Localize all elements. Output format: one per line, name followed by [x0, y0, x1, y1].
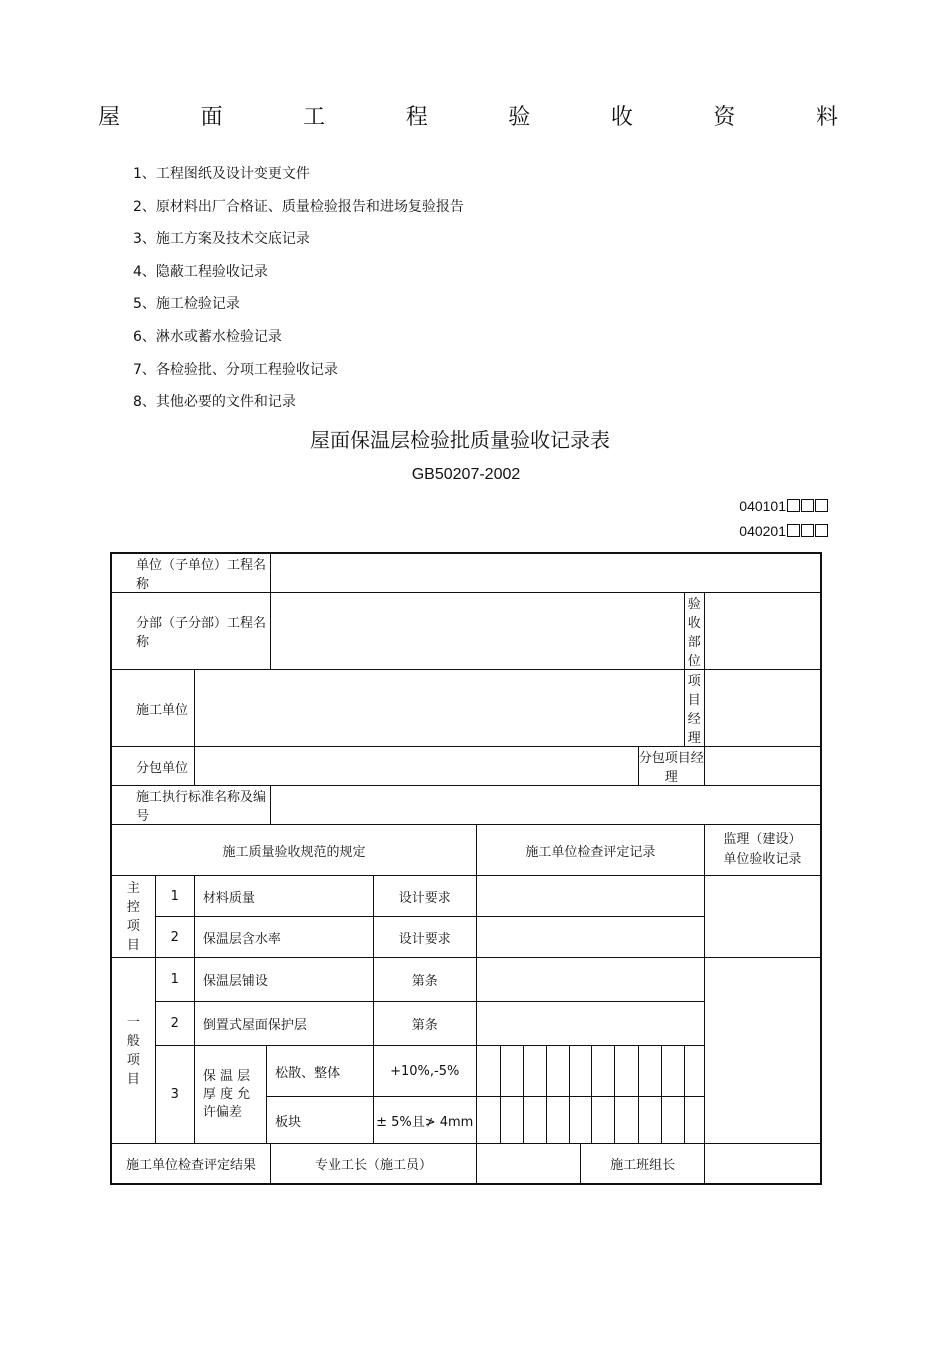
title-char: 屋 — [98, 105, 121, 130]
check-record-field[interactable] — [476, 1002, 704, 1046]
form-title: 屋面保温层检验批质量验收记录表 — [310, 428, 610, 452]
inspection-form-table — [110, 552, 822, 1185]
general-items-label: 一 般 项 目 — [111, 958, 155, 1144]
title-char: 面 — [200, 105, 223, 130]
foreman-label: 专业工长（施工员） — [271, 1144, 477, 1184]
construction-unit-field[interactable] — [194, 670, 684, 747]
item-requirement: 第条 — [373, 958, 476, 1002]
acceptance-part-field[interactable] — [704, 593, 821, 670]
supervisor-header-line: 单位验收记录 — [723, 852, 802, 867]
measure-cell[interactable] — [501, 1097, 524, 1144]
team-leader-label: 施工班组长 — [581, 1144, 704, 1184]
measure-cell[interactable] — [476, 1046, 500, 1097]
measure-cell[interactable] — [615, 1097, 638, 1144]
item-requirement: 设计要求 — [373, 917, 476, 958]
acceptance-part-label: 验收部位 — [684, 593, 704, 670]
item-name: 保 温 层 厚 度 允 许偏差 — [194, 1046, 266, 1144]
measure-cell[interactable] — [570, 1046, 592, 1097]
measure-cell[interactable] — [661, 1097, 684, 1144]
measure-cell[interactable] — [684, 1046, 704, 1097]
item-requirement: +10%,-5% — [373, 1046, 476, 1097]
title-char: 程 — [405, 105, 428, 130]
list-item: 2、原材料出厂合格证、质量检验报告和进场复验报告 — [133, 198, 464, 215]
measure-cell[interactable] — [615, 1046, 638, 1097]
unit-project-name-field[interactable] — [271, 553, 821, 593]
measure-cell[interactable] — [638, 1097, 661, 1144]
item-name: 保温层铺设 — [194, 958, 373, 1002]
item-requirement: 设计要求 — [373, 876, 476, 917]
construction-unit-label: 施工单位 — [111, 670, 194, 747]
list-item: 3、施工方案及技术交底记录 — [133, 231, 310, 248]
list-item: 1、工程图纸及设计变更文件 — [133, 166, 310, 182]
measure-cell[interactable] — [524, 1097, 547, 1144]
subcontract-manager-label: 分包项目经理 — [638, 747, 704, 786]
measure-cell[interactable] — [570, 1097, 592, 1144]
title-char: 资 — [713, 105, 736, 130]
item-name: 保温层含水率 — [194, 917, 373, 958]
sub-item-name: 松散、整体 — [267, 1046, 373, 1097]
checkbox-icon — [815, 499, 828, 512]
checkbox-icon — [815, 524, 828, 537]
exec-standard-field[interactable] — [271, 786, 821, 825]
subcontract-manager-field[interactable] — [704, 747, 821, 786]
measure-cell[interactable] — [547, 1097, 570, 1144]
check-record-field[interactable] — [476, 958, 704, 1002]
measure-cell[interactable] — [476, 1097, 500, 1144]
title-char: 工 — [303, 105, 326, 130]
sub-project-name-label: 分部（子分部）工程名称 — [111, 593, 271, 670]
subcontract-unit-label: 分包单位 — [111, 747, 194, 786]
form-code-text: 040101 — [739, 498, 786, 514]
list-item: 5、施工检验记录 — [133, 296, 240, 313]
measure-cell[interactable] — [661, 1046, 684, 1097]
item-number: 1 — [155, 876, 194, 917]
supervisor-header-line: 监理（建设） — [723, 832, 802, 847]
form-code-1 — [739, 498, 828, 514]
item-requirement: 第条 — [373, 1002, 476, 1046]
check-record-field[interactable] — [476, 876, 704, 917]
measure-cell[interactable] — [501, 1046, 524, 1097]
measure-cell[interactable] — [638, 1046, 661, 1097]
main-control-label: 主 控 项 目 — [111, 876, 155, 958]
measure-cell[interactable] — [547, 1046, 570, 1097]
item-name: 倒置式屋面保护层 — [194, 1002, 373, 1046]
item-name: 材料质量 — [194, 876, 373, 917]
sub-project-name-field[interactable] — [271, 593, 685, 670]
checkbox-icon — [801, 524, 814, 537]
result-label: 施工单位检查评定结果 — [111, 1144, 271, 1184]
form-code-text: 040201 — [739, 523, 786, 539]
list-item: 7、各检验批、分项工程验收记录 — [133, 361, 338, 378]
item-number: 2 — [155, 1002, 194, 1046]
checkbox-icon — [801, 499, 814, 512]
measure-cell[interactable] — [684, 1097, 704, 1144]
standard-code: GB50207-2002 — [411, 466, 521, 483]
supervisor-header — [704, 825, 821, 876]
exec-standard-label: 施工执行标准名称及编号 — [111, 786, 271, 825]
title-char: 验 — [508, 105, 531, 130]
supervisor-record-field[interactable] — [704, 958, 821, 1144]
document-title — [98, 100, 838, 131]
project-manager-label: 项目经理 — [684, 670, 704, 747]
list-item: 6、淋水或蓄水检验记录 — [133, 328, 282, 345]
item-number: 1 — [155, 958, 194, 1002]
team-leader-field[interactable] — [704, 1144, 821, 1184]
form-code-2 — [739, 523, 828, 539]
document-list — [133, 162, 464, 423]
sub-item-name: 板块 — [267, 1097, 373, 1144]
title-char: 收 — [610, 105, 633, 130]
check-record-header: 施工单位检查评定记录 — [476, 825, 704, 876]
spec-header: 施工质量验收规范的规定 — [111, 825, 476, 876]
checkbox-icon — [787, 499, 800, 512]
check-record-field[interactable] — [476, 917, 704, 958]
measure-cell[interactable] — [592, 1097, 615, 1144]
unit-project-name-label: 单位（子单位）工程名称 — [111, 553, 271, 593]
list-item: 4、隐蔽工程验收记录 — [133, 263, 268, 280]
subcontract-unit-field[interactable] — [194, 747, 638, 786]
foreman-field[interactable] — [476, 1144, 580, 1184]
item-requirement: ± 5%且≯ 4mm — [373, 1097, 476, 1144]
list-item: 8、其他必要的文件和记录 — [133, 394, 296, 411]
item-number: 2 — [155, 917, 194, 958]
project-manager-field[interactable] — [704, 670, 821, 747]
item-number: 3 — [155, 1046, 194, 1144]
supervisor-record-field[interactable] — [704, 876, 821, 958]
measure-cell[interactable] — [524, 1046, 547, 1097]
measure-cell[interactable] — [592, 1046, 615, 1097]
checkbox-icon — [787, 524, 800, 537]
title-char: 料 — [815, 105, 838, 130]
